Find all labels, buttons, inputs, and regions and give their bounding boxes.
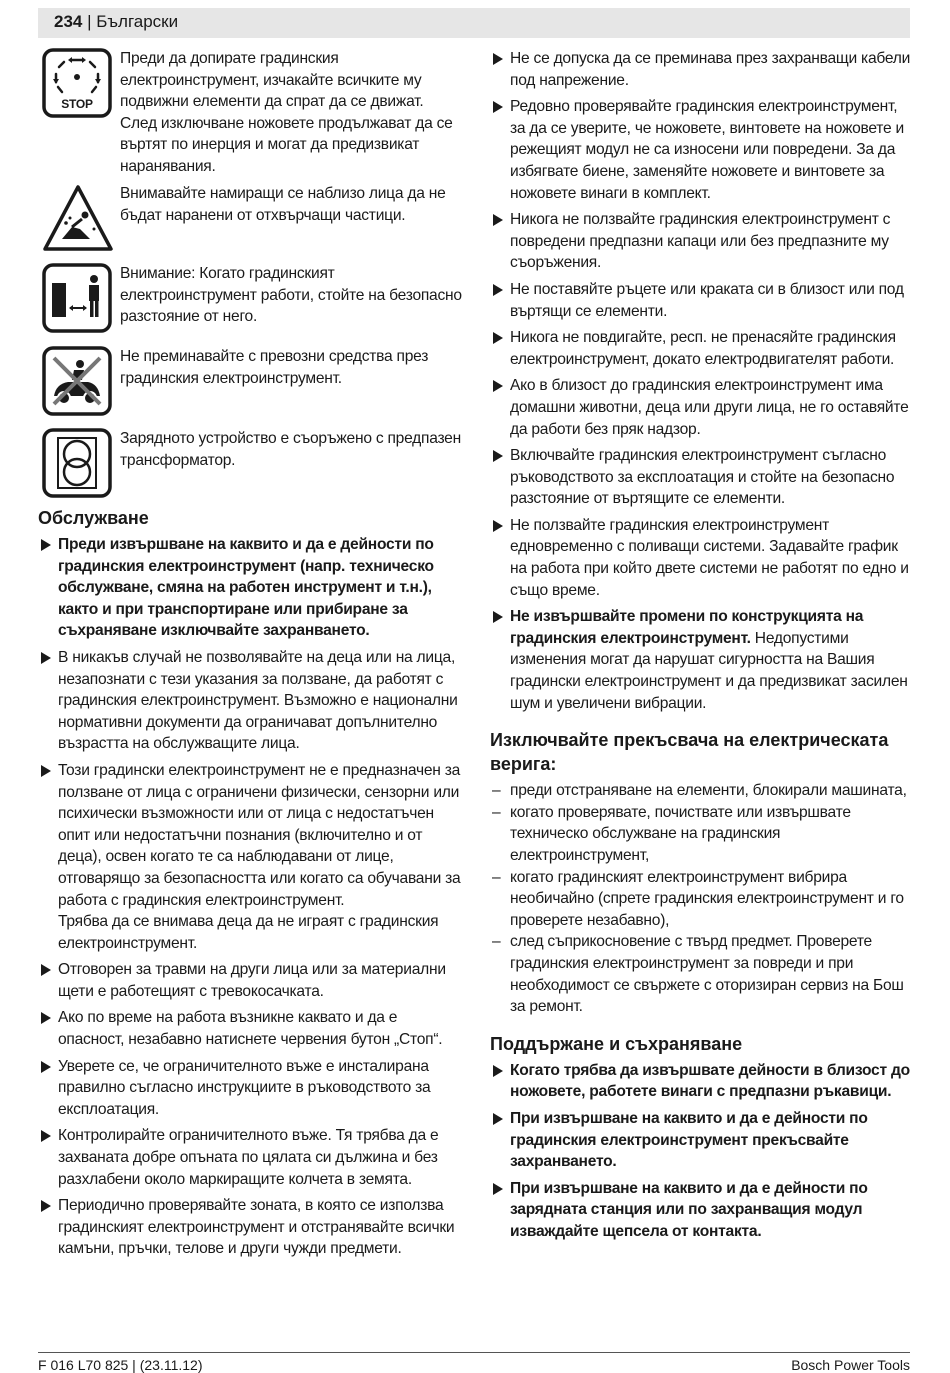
list-item: Периодично проверявайте зоната, в която се използва градинският електроинструмент и отстранявайте всички камъни, пръчки, телове и други чужди предмети. bbox=[38, 1195, 464, 1260]
icon-item-debris bbox=[38, 183, 464, 263]
list-item: Ако по време на работа възникне каквато и да е опасност, незабавно натиснете червения бутон „Стоп“. bbox=[38, 1007, 464, 1050]
list-item: – след съприкосновение с твърд предмет. Проверете градинския електроинструмент за повреди и при необходимост се свържете с оторизиран сервиз на Бош за ремонт. bbox=[492, 933, 904, 1016]
list-item: При извършване на каквито и да е дейности по зарядната станция или по захранващия модул изваждайте щепсела от контакта. bbox=[490, 1178, 912, 1243]
list-item: Този градински електроинструмент не е предназначен за ползване от лица с ограничени физически, сензорни или психически възможности или от лица с недостатъчен опит или недостатъчни познания (включително и от деца), освен когато те са наблюдавани от лице, отговарящо за безопасността или когато са обучавани за работа с градинския електроинструмент. Трябва да се внимава деца да не играят с градинския електроинструмент. bbox=[38, 760, 464, 954]
safe-distance-icon bbox=[42, 263, 112, 333]
footer-doc-id: F 016 L70 825 | (23.11.12) bbox=[38, 1357, 203, 1373]
operation-bullets bbox=[38, 534, 464, 1260]
list-item: Отговорен за травми на други лица или за материални щети е работещият с тревокосачката. bbox=[38, 959, 464, 1002]
page-header: 234 | Български bbox=[38, 8, 910, 38]
list-item: Не извършвайте промени по конструкцията на градинския електроинструмент. Недопустими изменения могат да нарушат сигурността на Вашия градински електроинструмент и да предизвикат засилен шум и увеличени вибрации. bbox=[490, 606, 912, 714]
list-item: – когато градинският електроинструмент вибрира необичайно (спрете градинския електроинструмент и го проверете незабавно), bbox=[492, 868, 904, 929]
distance-text: Внимание: Когато градинският електроинструмент работи, стойте на безопасно разстояние от него. bbox=[120, 265, 462, 326]
maintenance-bullets bbox=[490, 1060, 912, 1243]
icon-item-stop bbox=[38, 48, 464, 183]
stop-icon bbox=[42, 48, 112, 118]
header-language: Български bbox=[96, 12, 179, 31]
safety-bullets bbox=[490, 48, 912, 714]
page-footer bbox=[38, 1352, 910, 1373]
section-title-disconnect: Изключвайте прекъсвача на електрическата верига: bbox=[490, 730, 889, 775]
icon-item-vehicles bbox=[38, 346, 464, 428]
safety-transformer-icon bbox=[42, 428, 112, 498]
list-item: Не ползвайте градинския електроинструмент едновременно с поливащи системи. Задавайте график на работа при който двете системи не работят по едно и също време. bbox=[490, 515, 912, 601]
flying-debris-warning-icon bbox=[42, 183, 114, 253]
transformer-text: Зарядното устройство е съоръжено с предпазен трансформатор. bbox=[120, 430, 461, 469]
debris-text: Внимавайте намиращи се наблизо лица да не бъдат наранени от отхвърчащи частици. bbox=[120, 185, 446, 224]
svg-text:STOP: STOP bbox=[61, 97, 93, 111]
list-item: Когато трябва да извършвате дейности в близост до ножовете, работете винаги с предпазни ръкавици. bbox=[490, 1060, 912, 1103]
stop-text: Преди да допирате градинския електроинструмент, изчакайте всичките му подвижни елементи да спрат да се движат. След изключване ножовете продължават да се въртят по инерция и могат да предизвикат наранявания. bbox=[120, 50, 453, 175]
list-item: Не поставяйте ръцете или краката си в близост или под въртящи се елементи. bbox=[490, 279, 912, 322]
list-item: Не се допуска да се преминава през захранващи кабели под напрежение. bbox=[490, 48, 912, 91]
vehicles-text: Не преминавайте с превозни средства през градинския електроинструмент. bbox=[120, 348, 429, 387]
list-item: Ако в близост до градинския електроинструмент има домашни животни, деца или други лица, не го оставяйте да работи без пряк надзор. bbox=[490, 375, 912, 440]
icon-item-transformer bbox=[38, 428, 464, 504]
list-item: Преди извършване на каквито и да е дейности по градинския електроинструмент (напр. техническо обслужване, смяна на работен инструмент и т.н.), както и при транспортиране или прибиране за съхраняване изключвайте захранването. bbox=[38, 534, 464, 642]
list-item: В никакъв случай не позволявайте на деца или на лица, незапознати с тези указания за ползване, да работят с градинския електроинструмент. Възможно е национални нормативни документи да ограничават допълнително възрастта на обслужващите лица. bbox=[38, 647, 464, 755]
no-vehicles-icon bbox=[42, 346, 112, 416]
icon-item-distance bbox=[38, 263, 464, 346]
section-title-operation: Обслужване bbox=[38, 508, 149, 528]
list-item: При извършване на каквито и да е дейности по градинския електроинструмент прекъсвайте захранването. bbox=[490, 1108, 912, 1173]
list-item: Включвайте градинския електроинструмент съгласно ръководството за експлоатация и стойте на безопасно разстояние от въртящите се елементи. bbox=[490, 445, 912, 510]
disconnect-list bbox=[490, 780, 912, 1018]
list-item: – преди отстраняване на елементи, блокирали машината, bbox=[492, 782, 907, 800]
list-item: Никога не повдигайте, респ. не пренасяйте градинския електроинструмент, докато електродвигателят работи. bbox=[490, 327, 912, 370]
list-item: Редовно проверявайте градинския електроинструмент, за да се уверите, че ножовете, винтовете на ножовете и режещият модул не са износени или повредени. За да избягвате биене, заменяйте ножовете и винтовете за ножовете винаги в комплект. bbox=[490, 96, 912, 204]
left-column bbox=[38, 48, 464, 1265]
list-item: Никога не ползвайте градинския електроинструмент с повредени предпазни капаци или без предпазните му съоръжения. bbox=[490, 209, 912, 274]
footer-brand: Bosch Power Tools bbox=[791, 1357, 910, 1373]
list-item: – когато проверявате, почиствате или извършвате техническо обслужване на градинския електроинструмент, bbox=[492, 803, 851, 864]
page-number: 234 bbox=[54, 12, 83, 31]
list-item: Уверете се, че ограничителното въже е инсталирана правилно съгласно инструкциите в ръководството за експлоатация. bbox=[38, 1056, 464, 1121]
right-column bbox=[490, 48, 912, 1248]
section-title-maintenance: Поддържане и съхраняване bbox=[490, 1033, 743, 1054]
list-item: Контролирайте ограничителното въже. Тя трябва да е захваната добре опъната по цялата си дължина и без разхлабени около маркиращите колчета в земята. bbox=[38, 1125, 464, 1190]
